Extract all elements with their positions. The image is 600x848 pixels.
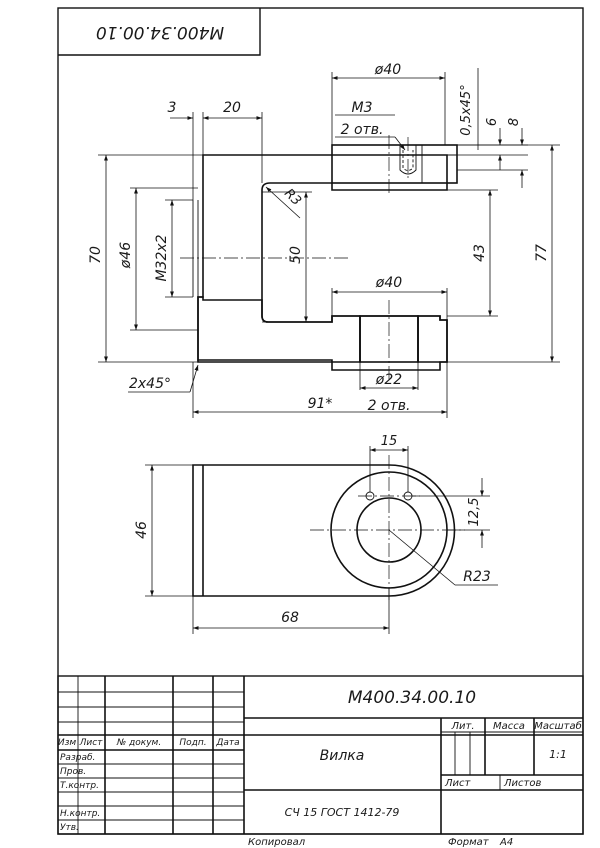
tb-name: Вилка bbox=[319, 748, 365, 764]
dim-w3: 3 bbox=[167, 100, 177, 116]
tb-massa: Масса bbox=[493, 721, 525, 732]
dim-m3-count: 2 отв. bbox=[340, 122, 384, 138]
dim-m3: М3 bbox=[351, 100, 373, 116]
sheet-frame bbox=[58, 8, 583, 834]
dim-l68: 68 bbox=[281, 610, 299, 626]
tb-masshtab: Масштаб bbox=[534, 721, 582, 732]
title-block bbox=[58, 676, 583, 834]
dim-r23: R23 bbox=[463, 569, 491, 585]
tb-row-razrab: Разраб. bbox=[60, 753, 96, 763]
tb-format-value: А4 bbox=[500, 837, 514, 848]
tb-row-prov: Пров. bbox=[60, 767, 87, 777]
tb-head-list: Лист bbox=[79, 738, 103, 748]
tb-head-doc: № докум. bbox=[116, 738, 162, 748]
tb-row-tkontr: Т.контр. bbox=[60, 781, 100, 791]
dim-h50: 50 bbox=[288, 246, 304, 264]
dim-l91: 91* bbox=[307, 396, 333, 412]
tb-head-sign: Подп. bbox=[179, 738, 207, 748]
tb-kopiroval: Копировал bbox=[248, 837, 306, 848]
dim-h77: 77 bbox=[534, 244, 550, 262]
dim-d40-top: ø40 bbox=[374, 62, 402, 78]
dim-d22-count: 2 отв. bbox=[367, 398, 411, 414]
dim-h70: 70 bbox=[88, 246, 104, 264]
dim-chamfer-05: 0,5х45° bbox=[459, 84, 474, 136]
dim-m32: М32х2 bbox=[154, 234, 170, 282]
tb-listov: Листов bbox=[504, 778, 542, 789]
dim-v8: 8 bbox=[507, 117, 522, 127]
top-dimensions bbox=[134, 434, 498, 634]
dim-p15: 15 bbox=[380, 434, 398, 449]
dim-chamfer-2x45: 2х45° bbox=[128, 376, 172, 392]
front-dimensions bbox=[88, 62, 560, 418]
tb-row-utv: Утв. bbox=[60, 823, 79, 833]
front-view bbox=[180, 135, 457, 380]
tb-designation: М400.34.00.10 bbox=[347, 688, 477, 708]
dim-d40-mid: ø40 bbox=[375, 275, 403, 291]
top-stamp-text: М400.34.00.10 bbox=[95, 22, 225, 42]
top-view bbox=[193, 455, 465, 600]
tb-format: Формат bbox=[448, 837, 489, 848]
tb-list: Лист bbox=[445, 778, 471, 789]
dim-h43: 43 bbox=[472, 244, 488, 262]
tb-lit: Лит. bbox=[451, 721, 475, 732]
dim-d46: ø46 bbox=[118, 241, 134, 269]
tb-scale-value: 1:1 bbox=[549, 748, 567, 761]
tb-head-date: Дата bbox=[216, 738, 240, 748]
dim-h46: 46 bbox=[134, 521, 150, 539]
dim-d22: ø22 bbox=[375, 372, 403, 388]
dim-p12-5: 12,5 bbox=[467, 497, 482, 527]
dim-w20: 20 bbox=[223, 100, 241, 116]
tb-row-nkontr: Н.контр. bbox=[60, 809, 101, 819]
top-stamp bbox=[58, 8, 260, 55]
tb-material: СЧ 15 ГОСТ 1412-79 bbox=[284, 806, 400, 819]
tb-head-izm: Изм bbox=[57, 738, 77, 748]
dim-r3: R3 bbox=[281, 186, 304, 209]
dim-v6: 6 bbox=[485, 117, 500, 127]
